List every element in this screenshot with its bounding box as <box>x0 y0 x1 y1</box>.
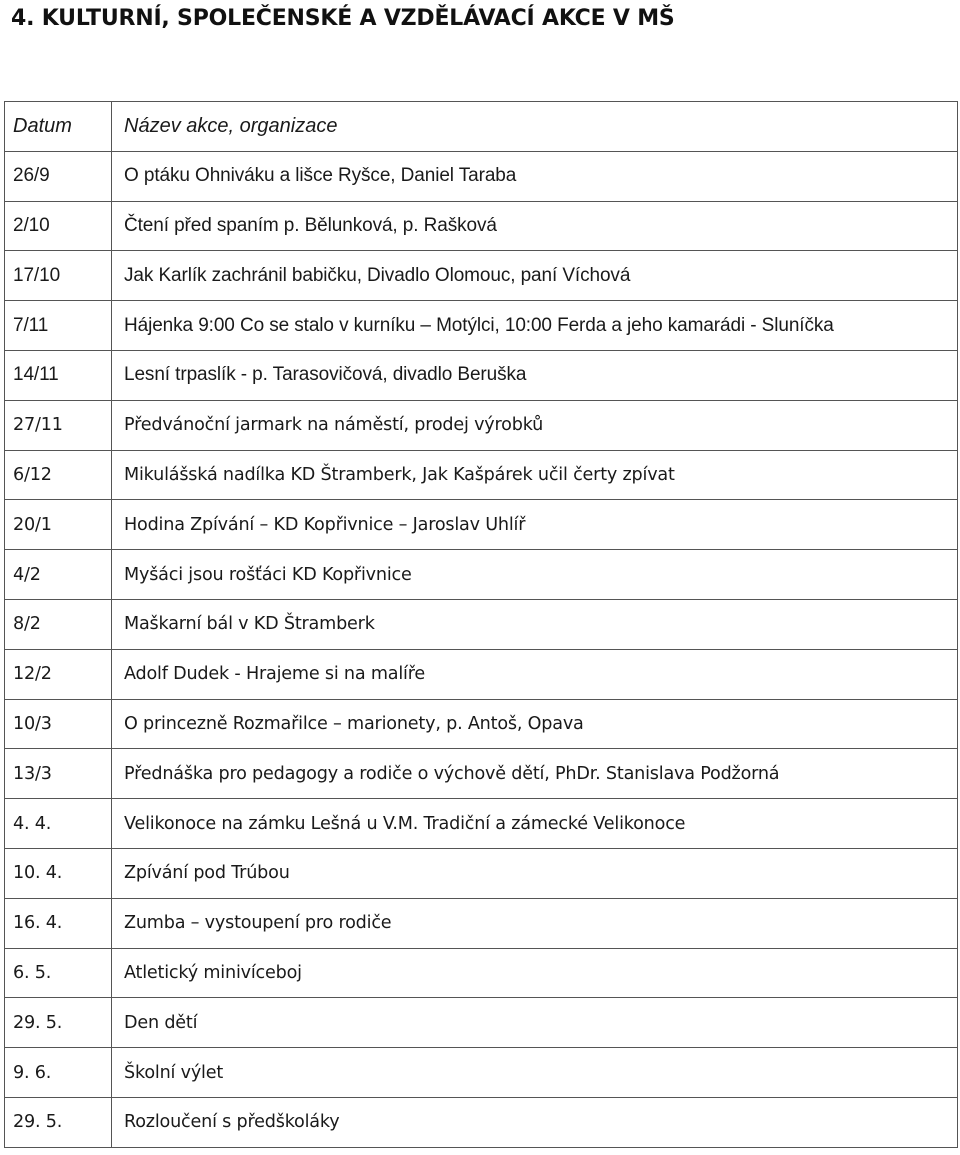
row-event-name: Adolf Dudek - Hrajeme si na malíře <box>112 649 958 699</box>
row-date: 27/11 <box>5 400 112 450</box>
row-event-name: Zumba – vystoupení pro rodiče <box>112 898 958 948</box>
row-date: 10. 4. <box>5 848 112 898</box>
page-heading: 4. KULTURNÍ, SPOLEČENSKÉ A VZDĚLÁVACÍ AKCE V MŠ <box>11 6 675 31</box>
row-event-name: Hájenka 9:00 Co se stalo v kurníku – Motýlci, 10:00 Ferda a jeho kamarádi - Sluníčka <box>112 301 958 351</box>
table-row <box>5 450 958 500</box>
row-date: 12/2 <box>5 649 112 699</box>
column-header-date: Datum <box>5 102 112 152</box>
row-date: 16. 4. <box>5 898 112 948</box>
row-date: 4/2 <box>5 550 112 600</box>
row-event-name: Jak Karlík zachránil babičku, Divadlo Olomouc, paní Víchová <box>112 251 958 301</box>
row-date: 10/3 <box>5 699 112 749</box>
table-row <box>5 998 958 1048</box>
row-date: 13/3 <box>5 749 112 799</box>
row-event-name: Mikulášská nadílka KD Štramberk, Jak Kašpárek učil čerty zpívat <box>112 450 958 500</box>
row-event-name: Maškarní bál v KD Štramberk <box>112 599 958 649</box>
row-date: 7/11 <box>5 301 112 351</box>
table-row <box>5 201 958 251</box>
table-row <box>5 599 958 649</box>
table-row <box>5 1048 958 1098</box>
row-date: 9. 6. <box>5 1048 112 1098</box>
table-row <box>5 799 958 849</box>
table-row <box>5 400 958 450</box>
row-date: 14/11 <box>5 350 112 400</box>
table-row <box>5 948 958 998</box>
column-header-name: Název akce, organizace <box>112 102 958 152</box>
row-event-name: O princezně Rozmařilce – marionety, p. Antoš, Opava <box>112 699 958 749</box>
events-table <box>4 101 958 1148</box>
row-event-name: Zpívání pod Trúbou <box>112 848 958 898</box>
row-event-name: Čtení před spaním p. Bělunková, p. Rašková <box>112 201 958 251</box>
table-row <box>5 699 958 749</box>
table-row <box>5 500 958 550</box>
table-row <box>5 848 958 898</box>
table-row <box>5 151 958 201</box>
table-header-row <box>5 102 958 152</box>
row-event-name: Den dětí <box>112 998 958 1048</box>
table-row <box>5 301 958 351</box>
table-row <box>5 1097 958 1147</box>
row-date: 6. 5. <box>5 948 112 998</box>
row-date: 6/12 <box>5 450 112 500</box>
row-date: 20/1 <box>5 500 112 550</box>
row-event-name: O ptáku Ohniváku a lišce Ryšce, Daniel Taraba <box>112 151 958 201</box>
table-row <box>5 350 958 400</box>
row-date: 2/10 <box>5 201 112 251</box>
row-event-name: Velikonoce na zámku Lešná u V.M. Tradiční a zámecké Velikonoce <box>112 799 958 849</box>
row-event-name: Lesní trpaslík - p. Tarasovičová, divadlo Beruška <box>112 350 958 400</box>
row-date: 29. 5. <box>5 1097 112 1147</box>
table-row <box>5 898 958 948</box>
row-event-name: Školní výlet <box>112 1048 958 1098</box>
row-date: 26/9 <box>5 151 112 201</box>
row-event-name: Rozloučení s předškoláky <box>112 1097 958 1147</box>
row-event-name: Myšáci jsou rošťáci KD Kopřivnice <box>112 550 958 600</box>
table-row <box>5 251 958 301</box>
row-date: 17/10 <box>5 251 112 301</box>
table-row <box>5 749 958 799</box>
row-date: 29. 5. <box>5 998 112 1048</box>
table-row <box>5 550 958 600</box>
row-event-name: Přednáška pro pedagogy a rodiče o výchově dětí, PhDr. Stanislava Podžorná <box>112 749 958 799</box>
row-event-name: Hodina Zpívání – KD Kopřivnice – Jaroslav Uhlíř <box>112 500 958 550</box>
table-row <box>5 649 958 699</box>
row-date: 8/2 <box>5 599 112 649</box>
row-event-name: Atletický minivíceboj <box>112 948 958 998</box>
row-date: 4. 4. <box>5 799 112 849</box>
row-event-name: Předvánoční jarmark na náměstí, prodej výrobků <box>112 400 958 450</box>
